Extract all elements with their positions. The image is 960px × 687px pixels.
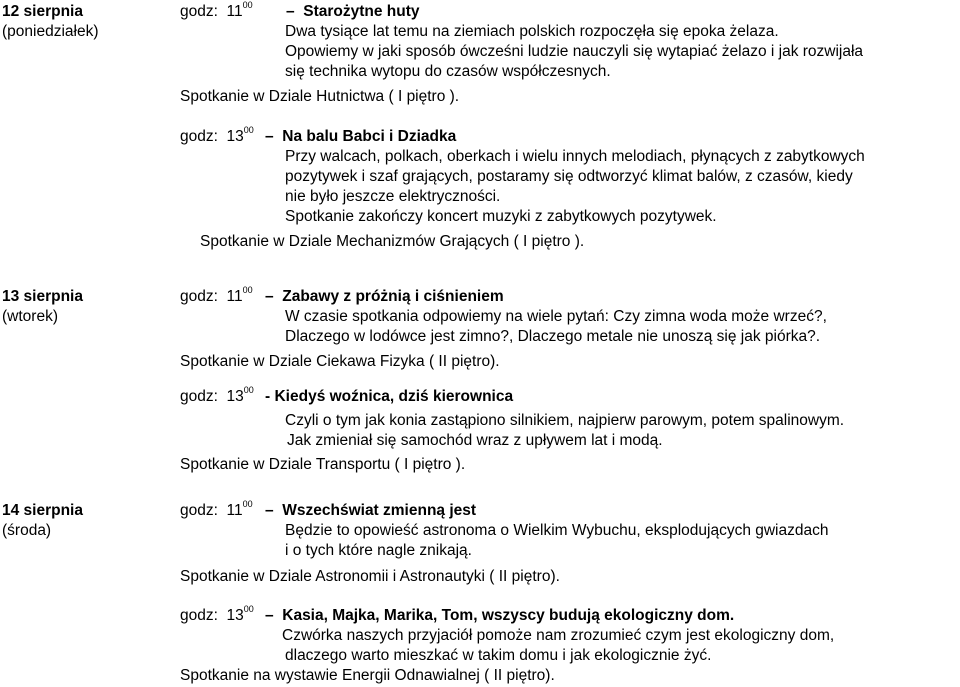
event-title-text: Kiedyś woźnica, dziś kierownica [274,388,514,405]
event-location: Spotkanie na wystawie Energii Odnawialnej ( II piętro). [180,667,555,684]
event-title [265,501,476,520]
event-minutes: 00 [242,499,253,509]
event-desc-line: nie było jeszcze elektryczności. [285,188,501,205]
event-separator: – [265,288,274,305]
day-date: 12 sierpnia [2,3,83,20]
day-weekday: (poniedziałek) [2,23,99,40]
godz-label: godz: [180,3,218,20]
event-title-text: Na balu Babci i Dziadka [282,128,457,145]
event-desc-line: Przy walcach, polkach, oberkach i wielu innych melodiach, płynących z zabytkowych [285,148,865,165]
event-separator: – [265,607,274,624]
event-desc-line: Dlaczego w lodówce jest zimno?, Dlaczego metale nie unoszą się jak piórka?. [285,328,821,345]
event-location: Spotkanie w Dziale Mechanizmów Grających ( I piętro ). [200,233,585,250]
event-title-text: Zabawy z próżnią i ciśnieniem [282,288,504,305]
event-title [265,606,734,625]
event-time [180,501,253,520]
event-desc-line: się technika wytopu do czasów współczesnych. [285,63,611,80]
event-minutes: 00 [243,125,254,135]
event-title [265,287,504,306]
event-location: Spotkanie w Dziale Transportu ( I piętro ). [180,456,466,473]
event-desc-line: W czasie spotkania odpowiemy na wiele pytań: Czy zimna woda może wrzeć?, [285,308,827,325]
event-hour: 13 [226,388,244,405]
event-hour: 11 [226,288,243,305]
event-desc-line: i o tych które nagle znikają. [285,542,472,559]
event-separator: – [286,3,295,20]
event-desc-line: Opowiemy w jaki sposób ówcześni ludzie nauczyli się wytapiać żelazo i jak rozwijała [285,43,864,60]
event-title [265,127,456,146]
event-time [180,606,254,625]
event-location: Spotkanie w Dziale Ciekawa Fizyka ( II piętro). [180,353,500,370]
event-hour: 13 [226,128,244,145]
event-time [180,287,253,306]
event-minutes: 00 [242,285,253,295]
event-desc-line: pozytywek i szaf grających, postaramy się odtworzyć klimat balów, z czasów, kiedy [285,168,853,185]
event-hour: 11 [226,3,243,20]
event-desc-line: dlaczego warto mieszkać w takim domu i jak ekologicznie żyć. [285,647,712,664]
day-weekday: (wtorek) [2,308,58,325]
event-minutes: 00 [243,604,254,614]
godz-label: godz: [180,502,218,519]
event-hour: 13 [226,607,244,624]
event-title-text: Starożytne huty [303,3,420,20]
event-time [180,387,254,406]
event-minutes: 00 [243,385,254,395]
godz-label: godz: [180,388,218,405]
day-weekday: (środa) [2,522,52,539]
godz-label: godz: [180,288,218,305]
event-desc-line: Czwórka naszych przyjaciół pomoże nam zrozumieć czym jest ekologiczny dom, [282,627,835,644]
day-date: 13 sierpnia [2,288,83,305]
event-separator: – [265,128,274,145]
event-desc-line: Spotkanie zakończy koncert muzyki z zabytkowych pozytywek. [285,208,717,225]
event-desc-line: Dwa tysiące lat temu na ziemiach polskich rozpoczęła się epoka żelaza. [285,23,779,40]
godz-label: godz: [180,128,218,145]
day-date: 14 sierpnia [2,502,83,519]
event-location: Spotkanie w Dziale Astronomii i Astronautyki ( II piętro). [180,568,560,585]
event-time [180,2,253,21]
event-location: Spotkanie w Dziale Hutnictwa ( I piętro ). [180,88,460,105]
event-minutes: 00 [242,0,253,10]
event-title-text: Kasia, Majka, Marika, Tom, wszyscy budują ekologiczny dom. [282,607,735,624]
event-desc-line: Czyli o tym jak konia zastąpiono silnikiem, najpierw parowym, potem spalinowym. [285,412,845,429]
event-title [286,2,420,21]
godz-label: godz: [180,607,218,624]
event-separator: – [265,502,274,519]
event-separator: - [265,388,271,405]
event-time [180,127,254,146]
event-title-text: Wszechświat zmienną jest [282,502,477,519]
event-hour: 11 [226,502,243,519]
event-desc-line: Będzie to opowieść astronoma o Wielkim Wybuchu, eksplodujących gwiazdach [285,522,829,539]
event-title [265,387,513,406]
event-desc-line: Jak zmieniał się samochód wraz z upływem lat i modą. [287,432,663,449]
